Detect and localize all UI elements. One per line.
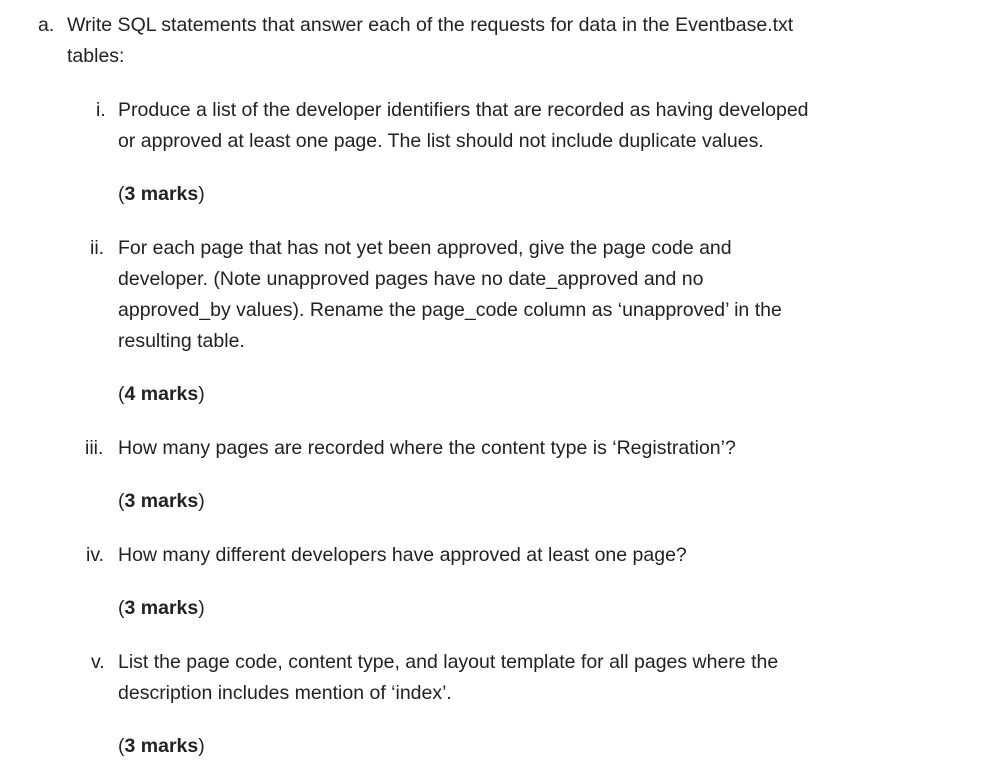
subquestion-iv-line-1: How many different developers have approved at least one page? bbox=[118, 544, 687, 566]
subquestion-ii-marker: ii. bbox=[90, 237, 105, 259]
marks-value: 3 marks bbox=[124, 735, 199, 757]
marks-open-paren: ( bbox=[118, 183, 125, 205]
subquestion-ii-marks bbox=[118, 382, 205, 406]
subquestion-iii-marks bbox=[118, 489, 205, 513]
subquestion-iii-line-1: How many pages are recorded where the content type is ‘Registration’? bbox=[118, 437, 736, 459]
subquestion-ii-line-3: approved_by values). Rename the page_code column as ‘unapproved’ in the bbox=[118, 299, 782, 321]
marks-value: 3 marks bbox=[124, 490, 199, 512]
subquestion-v-line-2: description includes mention of ‘index’. bbox=[118, 682, 452, 704]
question-marker: a. bbox=[38, 14, 55, 36]
subquestion-ii-line-2: developer. (Note unapproved pages have no date_approved and no bbox=[118, 268, 704, 290]
marks-close-paren: ) bbox=[198, 490, 205, 512]
subquestion-i-line-2: or approved at least one page. The list should not include duplicate values. bbox=[118, 130, 764, 152]
marks-close-paren: ) bbox=[198, 383, 205, 405]
subquestion-v-marks bbox=[118, 734, 205, 758]
marks-open-paren: ( bbox=[118, 735, 125, 757]
subquestion-ii-line-1: For each page that has not yet been approved, give the page code and bbox=[118, 237, 732, 259]
subquestion-v-marker: v. bbox=[91, 651, 105, 673]
question-text-line-1: Write SQL statements that answer each of the requests for data in the Eventbase.txt bbox=[67, 14, 794, 36]
subquestion-iv-marks bbox=[118, 596, 205, 620]
marks-open-paren: ( bbox=[118, 383, 125, 405]
subquestion-ii-line-4: resulting table. bbox=[118, 330, 245, 352]
question-text-line-2: tables: bbox=[67, 45, 125, 67]
marks-value: 3 marks bbox=[124, 597, 199, 619]
subquestion-iii-marker: iii. bbox=[85, 437, 104, 459]
marks-close-paren: ) bbox=[198, 183, 205, 205]
subquestion-v-line-1: List the page code, content type, and layout template for all pages where the bbox=[118, 651, 779, 673]
subquestion-iv-marker: iv. bbox=[86, 544, 105, 566]
marks-close-paren: ) bbox=[198, 597, 205, 619]
subquestion-i-marker: i. bbox=[96, 99, 106, 121]
marks-close-paren: ) bbox=[198, 735, 205, 757]
marks-value: 3 marks bbox=[124, 183, 199, 205]
subquestion-i-marks bbox=[118, 182, 205, 206]
marks-value: 4 marks bbox=[124, 383, 199, 405]
marks-open-paren: ( bbox=[118, 490, 125, 512]
subquestion-i-line-1: Produce a list of the developer identifiers that are recorded as having developed bbox=[118, 99, 809, 121]
marks-open-paren: ( bbox=[118, 597, 125, 619]
